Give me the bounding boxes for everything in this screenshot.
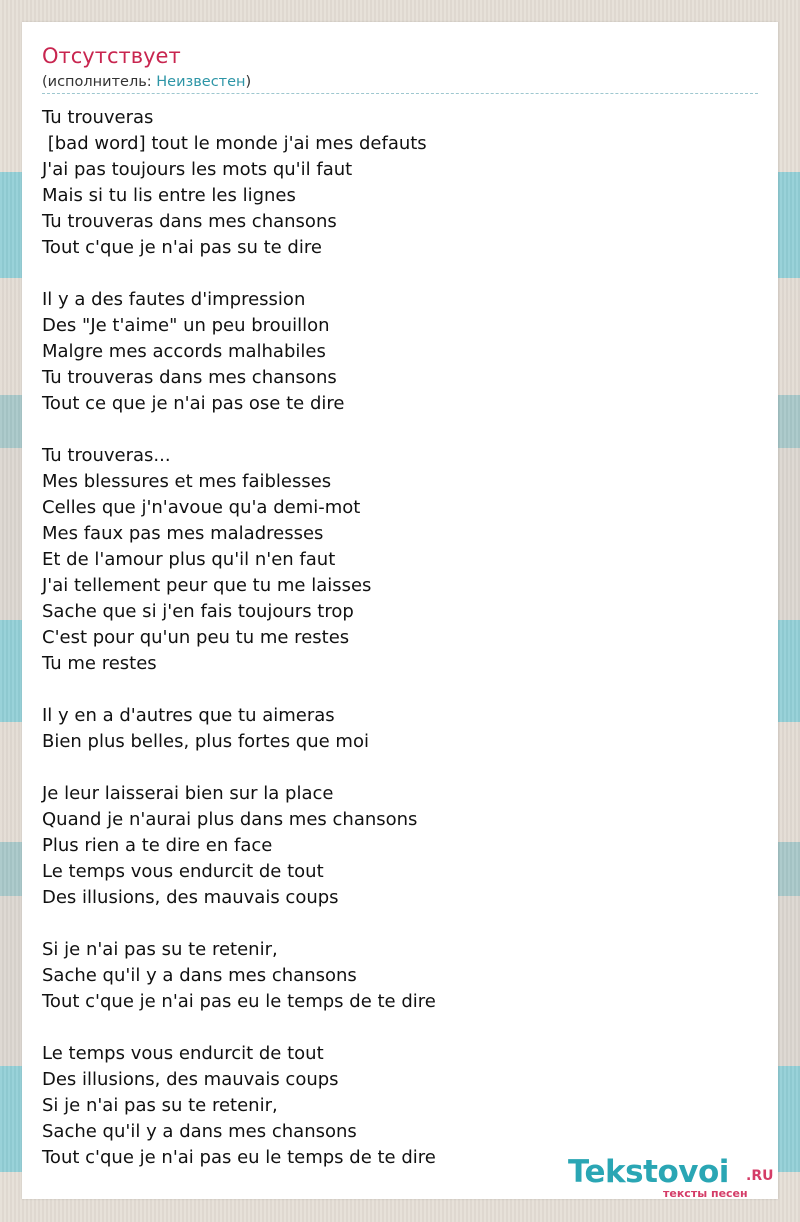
artist-suffix: ) <box>245 74 252 90</box>
lyric-line: Si je n'ai pas su te retenir, <box>42 1095 278 1116</box>
lyrics-text <box>42 105 436 1171</box>
lyric-line: J'ai tellement peur que tu me laisses <box>42 575 372 596</box>
site-logo[interactable] <box>568 1155 778 1199</box>
lyric-line: Tu trouveras <box>42 107 154 128</box>
logo-tld: .RU <box>746 1168 774 1184</box>
lyric-line: C'est pour qu'un peu tu me restes <box>42 627 350 648</box>
lyric-line: Mes blessures et mes faiblesses <box>42 471 332 492</box>
lyric-line: Malgre mes accords malhabiles <box>42 341 326 362</box>
lyric-line: Tu me restes <box>42 653 157 674</box>
lyric-line: Mais si tu lis entre les lignes <box>42 185 296 206</box>
lyric-line: Tu trouveras... <box>42 445 171 466</box>
lyric-line: Celles que j'n'avoue qu'a demi-mot <box>42 497 361 518</box>
lyric-line <box>42 911 436 937</box>
logo-wordmark: Tekstovoi <box>568 1154 729 1190</box>
lyric-line: [bad word] tout le monde j'ai mes defauts <box>42 133 427 154</box>
lyric-line: Tu trouveras dans mes chansons <box>42 211 337 232</box>
lyric-line: Des illusions, des mauvais coups <box>42 1069 339 1090</box>
lyric-line: Le temps vous endurcit de tout <box>42 1043 324 1064</box>
lyric-line: Le temps vous endurcit de tout <box>42 861 324 882</box>
lyric-line: Tout c'que je n'ai pas su te dire <box>42 237 322 258</box>
lyric-line: Je leur laisserai bien sur la place <box>42 783 334 804</box>
lyric-line: Bien plus belles, plus fortes que moi <box>42 731 369 752</box>
lyric-line: Tu trouveras dans mes chansons <box>42 367 337 388</box>
lyrics-card <box>22 22 778 1199</box>
lyric-line: Des "Je t'aime" un peu brouillon <box>42 315 330 336</box>
lyric-line: Sache que si j'en fais toujours trop <box>42 601 354 622</box>
artist-link[interactable]: Неизвестен <box>156 74 246 90</box>
artist-line <box>42 73 251 91</box>
artist-prefix: (исполнитель: <box>42 74 157 90</box>
lyric-line: Tout c'que je n'ai pas eu le temps de te dire <box>42 1147 436 1168</box>
lyric-line: Quand je n'aurai plus dans mes chansons <box>42 809 418 830</box>
lyric-line: Des illusions, des mauvais coups <box>42 887 339 908</box>
lyric-line: Sache qu'il y a dans mes chansons <box>42 1121 357 1142</box>
lyric-line <box>42 1015 436 1041</box>
logo-tagline: тексты песен <box>663 1187 748 1200</box>
lyric-line: Il y a des fautes d'impression <box>42 289 306 310</box>
song-title: Отсутствует <box>42 44 181 68</box>
lyric-line: Il y en a d'autres que tu aimeras <box>42 705 335 726</box>
lyric-line: Sache qu'il y a dans mes chansons <box>42 965 357 986</box>
lyric-line: Tout ce que je n'ai pas ose te dire <box>42 393 345 414</box>
lyric-line <box>42 417 436 443</box>
lyric-line: Et de l'amour plus qu'il n'en faut <box>42 549 336 570</box>
lyric-line <box>42 755 436 781</box>
header-divider <box>42 93 758 94</box>
lyric-line <box>42 261 436 287</box>
lyric-line: Si je n'ai pas su te retenir, <box>42 939 278 960</box>
lyric-line: J'ai pas toujours les mots qu'il faut <box>42 159 353 180</box>
lyric-line <box>42 677 436 703</box>
lyric-line: Plus rien a te dire en face <box>42 835 273 856</box>
lyric-line: Mes faux pas mes maladresses <box>42 523 324 544</box>
lyric-line: Tout c'que je n'ai pas eu le temps de te dire <box>42 991 436 1012</box>
